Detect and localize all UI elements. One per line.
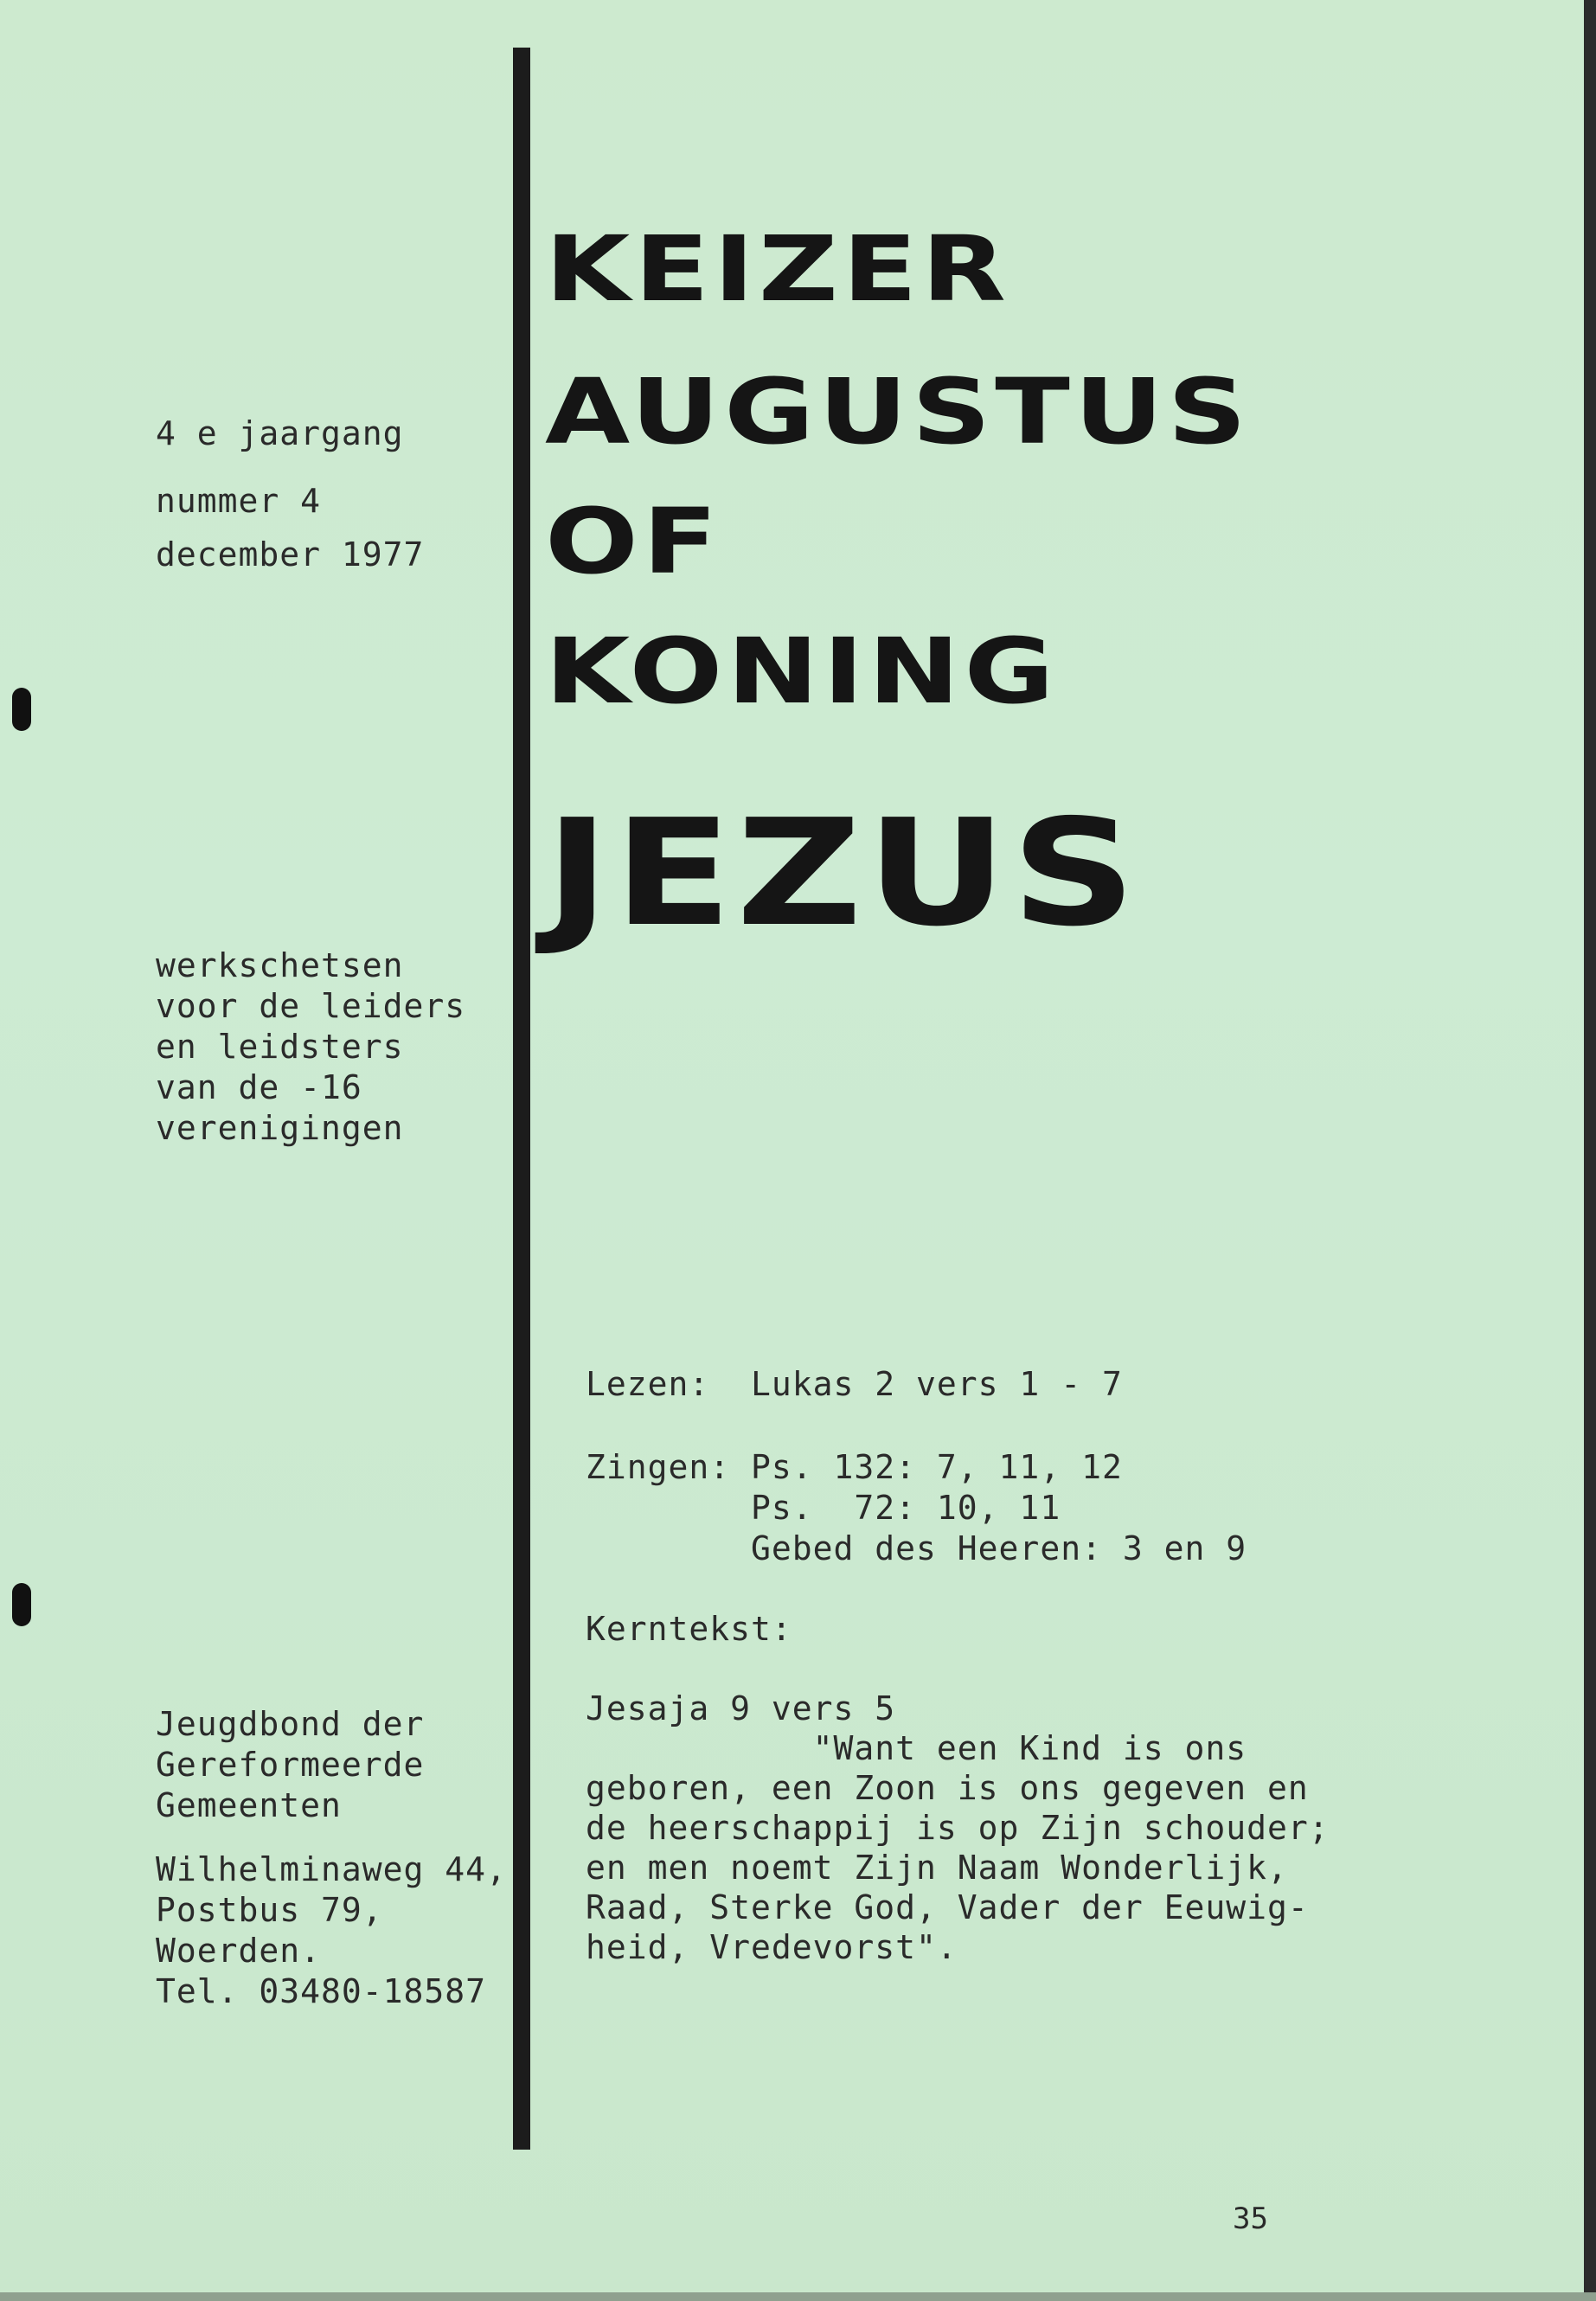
title-line: AUGUSTUS <box>545 359 1251 465</box>
publisher-line: Gemeenten <box>156 1786 342 1824</box>
description-line: verenigingen <box>156 1109 404 1147</box>
issue-date: december 1977 <box>156 535 425 574</box>
address-line: Postbus 79, <box>156 1891 383 1929</box>
page-number: 35 <box>1233 2202 1268 2236</box>
title-line: KONING <box>545 619 1059 724</box>
description-line: en leidsters <box>156 1028 404 1066</box>
kerntekst-line: de heerschappij is op Zijn schouder; <box>586 1809 1330 1847</box>
kerntekst-label: Kerntekst: <box>586 1610 792 1648</box>
reading-zingen: Zingen: Ps. 132: 7, 11, 12 <box>586 1448 1123 1486</box>
issue-number: nummer 4 <box>156 482 322 520</box>
page-bottom-edge <box>0 2292 1596 2301</box>
punch-hole-lower <box>12 1583 31 1626</box>
vertical-divider <box>513 48 530 2150</box>
publisher-line: Gereformeerde <box>156 1746 425 1784</box>
kerntekst-line: geboren, een Zoon is ons gegeven en <box>586 1769 1309 1807</box>
address-line: Wilhelminaweg 44, <box>156 1850 507 1888</box>
volume-label: 4 e jaargang <box>156 414 404 452</box>
reading-zingen: Gebed des Heeren: 3 en 9 <box>586 1529 1247 1567</box>
kerntekst-line: heid, Vredevorst". <box>586 1928 958 1966</box>
title-main-word: JEZUS <box>545 788 1141 959</box>
title-line: OF <box>545 489 722 594</box>
title-line: KEIZER <box>545 216 1010 322</box>
description-line: van de -16 <box>156 1068 362 1106</box>
punch-hole-upper <box>12 688 31 731</box>
kerntekst-line: en men noemt Zijn Naam Wonderlijk, <box>586 1849 1288 1887</box>
kerntekst-reference: Jesaja 9 vers 5 <box>586 1689 896 1727</box>
reading-lezen: Lezen: Lukas 2 vers 1 - 7 <box>586 1365 1123 1403</box>
reading-zingen: Ps. 72: 10, 11 <box>586 1489 1061 1527</box>
kerntekst-line: Raad, Sterke God, Vader der Eeuwig- <box>586 1888 1309 1926</box>
description-line: werkschetsen <box>156 946 404 984</box>
page-edge-shadow <box>1584 0 1596 2301</box>
kerntekst-line: "Want een Kind is ons <box>586 1729 1247 1767</box>
description-line: voor de leiders <box>156 987 466 1025</box>
phone-number: Tel. 03480-18587 <box>156 1972 487 2010</box>
publisher-line: Jeugdbond der <box>156 1705 425 1743</box>
address-line: Woerden. <box>156 1932 322 1970</box>
